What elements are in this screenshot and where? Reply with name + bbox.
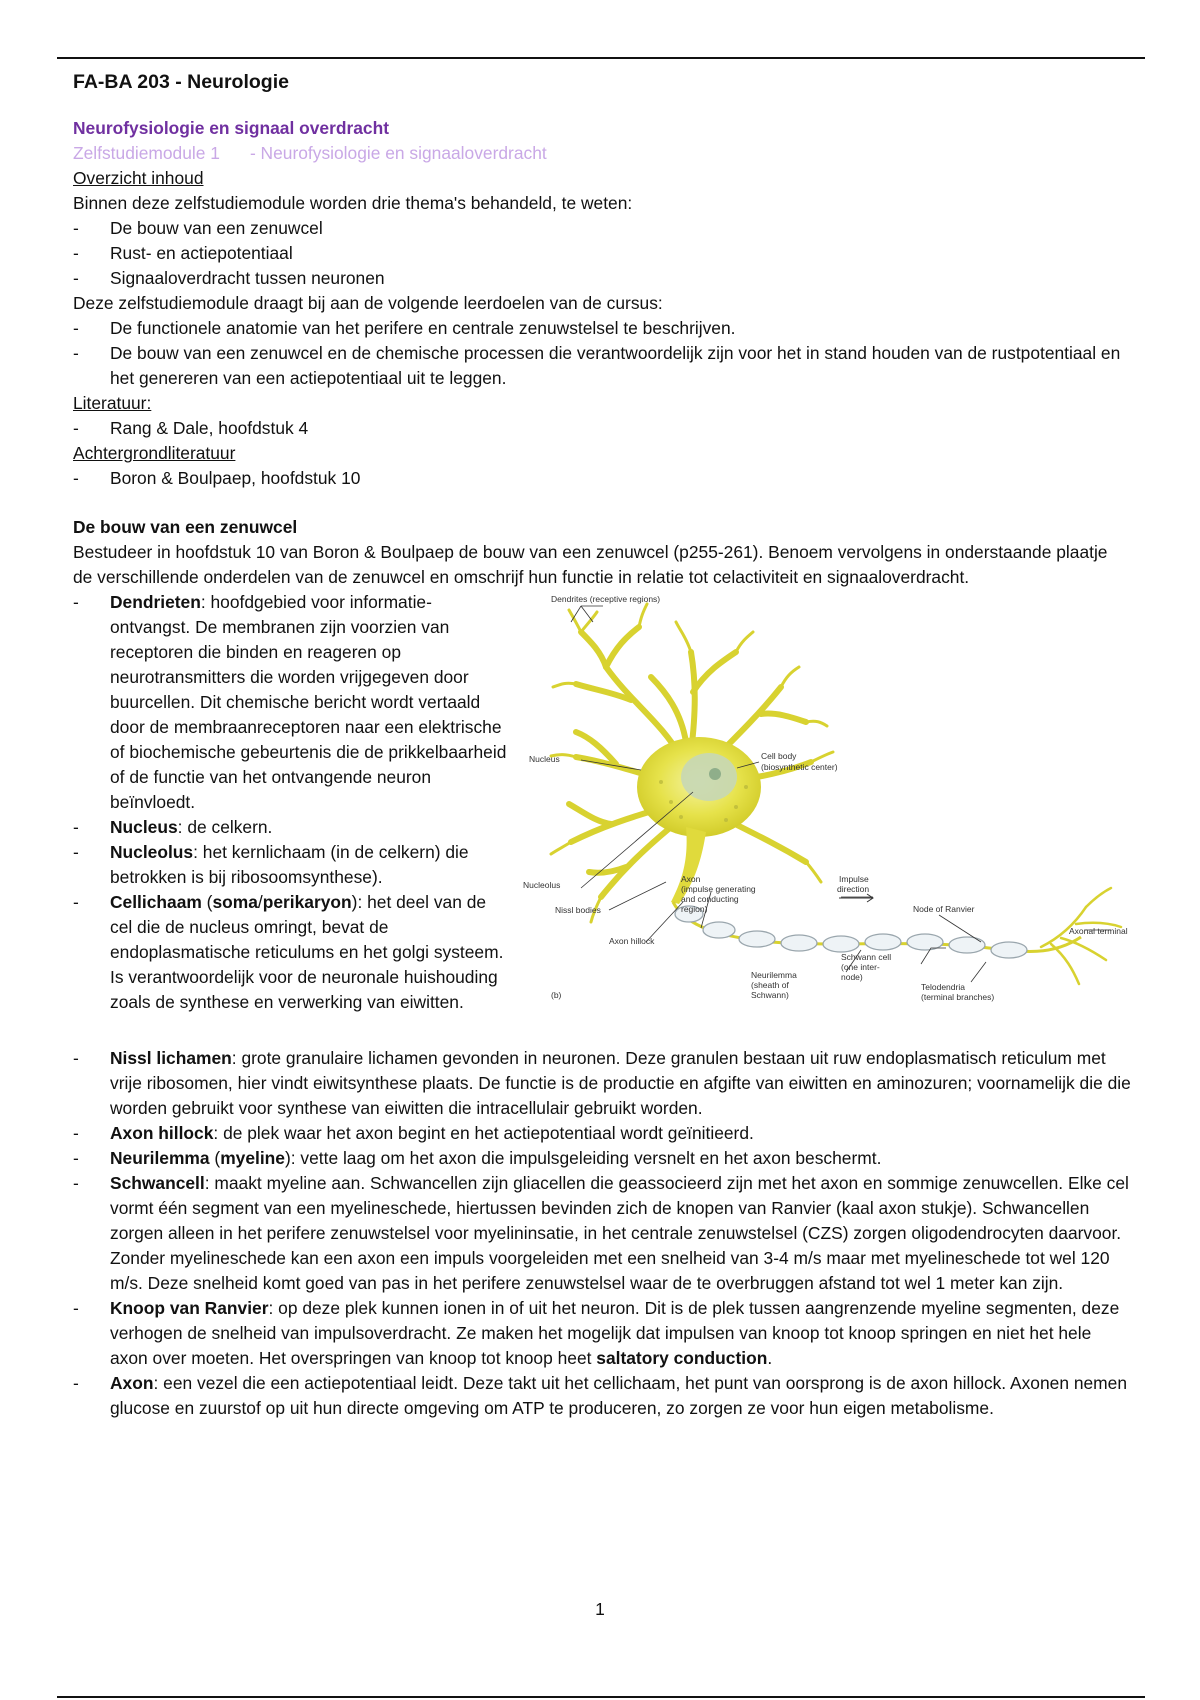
list-item-neurilemma [73, 1146, 1133, 1171]
label-telodendria-2: (terminal branches) [921, 992, 995, 1002]
label-impulse: Impulse [839, 874, 869, 884]
definition: : het kernlichaam (in de celkern) die betrokken is bij ribosoomsynthese). [110, 842, 469, 887]
neuron-section-intro: Bestudeer in hoofdstuk 10 van Boron & Boulpaep de bouw van een zenuwcel (p255-261). Benoem vervolgens in onderstaande plaatje de verschillende onderdelen van de zenuwcel en omschrijf hun functie in relatie tot celactiviteit en signaaloverdracht. [73, 542, 1108, 587]
themes-list [73, 216, 1133, 291]
definition: : de plek waar het axon begint en het actiepotentiaal wordt geïnitieerd. [213, 1123, 754, 1143]
punct: / [257, 892, 263, 912]
term: myeline [220, 1148, 285, 1168]
label-neurilemma-2: (sheath of [751, 980, 789, 990]
module-subtitle [73, 141, 1133, 166]
label-nucleus: Nucleus [529, 754, 560, 764]
label-axon-sub-1: (impulse generating [681, 884, 756, 894]
label-axon-sub-2: and conducting [681, 894, 739, 904]
list-item: - Rust- en actiepotentiaal [73, 241, 1133, 266]
label-cell-body-sub: (biosynthetic center) [761, 762, 838, 772]
punct: . [767, 1348, 773, 1368]
term: saltatory conduction [596, 1348, 768, 1368]
list-item: - De bouw van een zenuwcel en de chemische processen die verantwoordelijk zijn voor het in stand houden van de rustpotentiaal en het genereren van een actiepotentiaal uit te leggen. [73, 341, 1133, 391]
label-schwann-3: node) [841, 972, 863, 982]
label-neurilemma-1: Neurilemma [751, 970, 797, 980]
term: Neurilemma [110, 1148, 210, 1168]
definition: ): vette laag om het axon die impulsgeleiding versnelt en het axon beschermt. [284, 1148, 882, 1168]
label-telodendria-1: Telodendria [921, 982, 965, 992]
label-schwann-1: Schwann cell [841, 952, 892, 962]
document-title: FA-BA 203 - Neurologie [73, 71, 289, 93]
list-item: - De bouw van een zenuwcel [73, 216, 1133, 241]
label-neurilemma-3: Schwann) [751, 990, 789, 1000]
list-item-axon-hillock [73, 1121, 1133, 1146]
definition: : op deze plek kunnen ionen in of uit het neuron. Dit is de plek tussen aangrenzende myeline segmenten, deze verhogen de snelheid van impulsoverdracht. Ze maken het mogelijk dat impulsen van knoop tot knoop springen en niet het hele axon over moeten. Het overspringen van knoop tot knoop heet [110, 1298, 1120, 1368]
list-item-nissl [73, 1046, 1133, 1121]
label-cell-body: Cell body [761, 751, 797, 761]
definition: : de celkern. [177, 817, 273, 837]
definition: : hoofdgebied voor informatie-ontvangst. De membranen zijn voorzien van receptoren die binden en reageren op neurotransmitters die worden vrijgegeven door buurcellen. Dit chemische bericht wordt vertaald door de membraanreceptoren naar een elektrische of biochemische gebeurtenis die de prikkelbaarheid of de functie van het ontvangende neuron beïnvloedt. [110, 592, 507, 812]
punct: ( [201, 892, 213, 912]
list-item: - Rang & Dale, hoofdstuk 4 [73, 416, 1133, 441]
definition: ): het deel van de cel die de nucleus omringt, bevat de endoplasmatische reticulums en het golgi systeem. Is verantwoordelijk voor de neuronale huishouding zoals de synthese en verwerking van eiwitten. [110, 892, 504, 1012]
label-schwann-2: (one inter- [841, 962, 880, 972]
label-axon: Axon [681, 874, 701, 884]
list-item-knoop-van-ranvier [73, 1296, 1133, 1371]
list-item-schwancell [73, 1171, 1133, 1296]
term: Axon [110, 1373, 154, 1393]
list-item-axon [73, 1371, 1133, 1421]
list-item: - Signaaloverdracht tussen neuronen [73, 266, 1133, 291]
term: soma [212, 892, 258, 912]
neuron-parts-list [73, 590, 1133, 1421]
list-item-cellichaam [73, 890, 1133, 1015]
section-title: Neurofysiologie en signaal overdracht [73, 118, 390, 138]
list-item-dendrieten [73, 590, 1133, 815]
definition: : grote granulaire lichamen gevonden in neuronen. Deze granulen bestaan uit ruw endoplasmatisch reticulum met vrije ribosomen, hier vindt eiwitsynthese plaats. De functie is de productie en afgifte van eiwitten en aminozuren; voornamelijk die die worden gebruikt voor synthese van eiwitten die intracellulair gebruikt worden. [110, 1048, 1131, 1118]
definition: : een vezel die een actiepotentiaal leidt. Deze takt uit het cellichaam, het punt van oorsprong is de axon hillock. Axonen nemen glucose en zuurstof op uit hun directe omgeving om ATP te produceren, zo zorgen ze voor hun eigen metabolisme. [110, 1373, 1128, 1418]
background-list [73, 466, 1133, 491]
list-item-nucleolus [73, 840, 1133, 890]
label-nissl: Nissl bodies [555, 905, 601, 915]
bottom-rule [57, 1696, 1145, 1698]
module-label: Zelfstudiemodule 1 [73, 143, 220, 163]
label-axon-hillock: Axon hillock [609, 936, 655, 946]
top-rule [57, 57, 1145, 59]
definition: : maakt myeline aan. Schwancellen zijn gliacellen die geassocieerd zijn met het axon en sommige zenuwcellen. Elke cel vormt één segment van een myelineschede, hiertussen bevinden zich de knopen van Ranvier (kaal axon stukje). Schwancellen zorgen alleen in het perifere zenuwstelsel voor myelininsatie, in het centrale zenuwstelsel (CZS) zorgen oligodendrocyten daarvoor. [110, 1173, 1129, 1243]
term: Nissl lichamen [110, 1048, 232, 1068]
background-heading: Achtergrondliteratuur [73, 443, 236, 463]
term: Schwancell [110, 1173, 205, 1193]
goals-intro: Deze zelfstudiemodule draagt bij aan de volgende leerdoelen van de cursus: [73, 293, 663, 313]
goals-list [73, 316, 1133, 391]
page-number: 1 [595, 1599, 605, 1619]
module-topic: - Neurofysiologie en signaaloverdracht [249, 143, 547, 163]
term: Axon hillock [110, 1123, 214, 1143]
document-page [73, 68, 1133, 1421]
definition-extra: Zonder myelineschede kan een axon een impuls voorgeleiden met een snelheid van 3-4 m/s maar met myelineschede tot wel 120 m/s. Deze snelheid komt goed van pas in het perifere zenuwstelsel waar de te overbruggen afstand tot wel 1 meter kan zijn. [110, 1248, 1110, 1293]
list-item-nucleus [73, 815, 1133, 840]
term: Dendrieten [110, 592, 201, 612]
neuron-section-heading: De bouw van een zenuwcel [73, 517, 298, 537]
label-dendrites: Dendrites (receptive regions) [551, 594, 661, 604]
term: Nucleus [110, 817, 178, 837]
label-direction: direction [837, 884, 870, 894]
label-axon-sub-3: region) [681, 904, 708, 914]
list-item: - Boron & Boulpaep, hoofdstuk 10 [73, 466, 1133, 491]
literature-list [73, 416, 1133, 441]
list-item: - De functionele anatomie van het perifere en centrale zenuwstelsel te beschrijven. [73, 316, 1133, 341]
literature-heading: Literatuur: [73, 393, 152, 413]
term: Knoop van Ranvier [110, 1298, 269, 1318]
punct: ( [209, 1148, 221, 1168]
overview-heading: Overzicht inhoud [73, 168, 204, 188]
label-nucleolus: Nucleolus [523, 880, 561, 890]
term: perikaryon [262, 892, 352, 912]
term: Cellichaam [110, 892, 202, 912]
term: Nucleolus [110, 842, 194, 862]
label-axonal-terminal: Axonal terminal [1069, 926, 1128, 936]
label-node-of-ranvier: Node of Ranvier [913, 904, 975, 914]
overview-intro: Binnen deze zelfstudiemodule worden drie thema's behandeld, te weten: [73, 193, 633, 213]
label-panel: (b) [551, 990, 562, 1000]
